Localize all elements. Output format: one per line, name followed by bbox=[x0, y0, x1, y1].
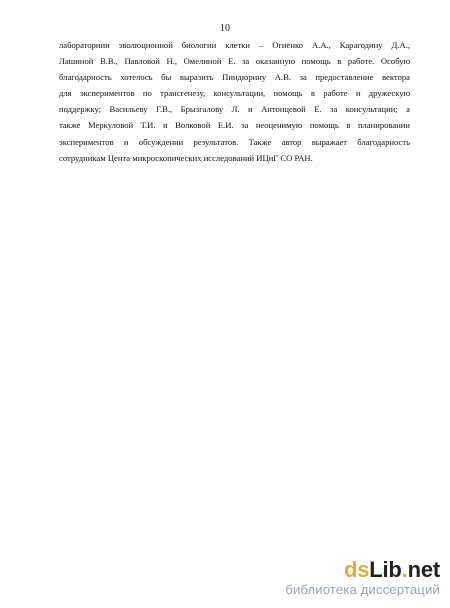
logo-lib: Lib bbox=[369, 557, 402, 582]
logo-ds: ds bbox=[344, 557, 370, 582]
page-number: 10 bbox=[220, 23, 230, 34]
acknowledgements-paragraph bbox=[59, 37, 410, 166]
text-line: для экспериментов по трансгенезу, консультации, помощь в работе и дружескую bbox=[59, 88, 410, 99]
dslib-logo bbox=[344, 558, 440, 582]
text-line: Лашиной В.В., Павловой Н., Омелиной Е. за оказанную помощь в работе. Особую bbox=[59, 56, 410, 67]
logo-dot: . bbox=[401, 557, 408, 582]
dslib-watermark[interactable] bbox=[220, 558, 440, 602]
text-line: лабораториии эволюционной биологии клетки – Огиенко А.А., Карагодину Д.А., bbox=[59, 40, 410, 50]
logo-net: net bbox=[407, 557, 440, 582]
watermark-subtitle: библиотека диссертаций bbox=[285, 582, 440, 597]
text-line: благодарность хотелось бы выразить Пиндюрину А.В. за предоставление вектора bbox=[59, 72, 410, 83]
text-line: сотрудникам Цента микроскопических исследований ИЦиГ СО РАН. bbox=[59, 152, 313, 163]
text-line: поддержку; Васильеву Г.В., Брызгалову Л. и Антонцевой Е. за консультации; а bbox=[59, 104, 410, 115]
text-line: экспериментов и обсуждении результатов. Также автор выражает благодарность bbox=[59, 136, 410, 147]
text-line: также Меркуловой Т.И. и Волковой Е.И. за неоценимую помощь в планировании bbox=[59, 120, 410, 131]
